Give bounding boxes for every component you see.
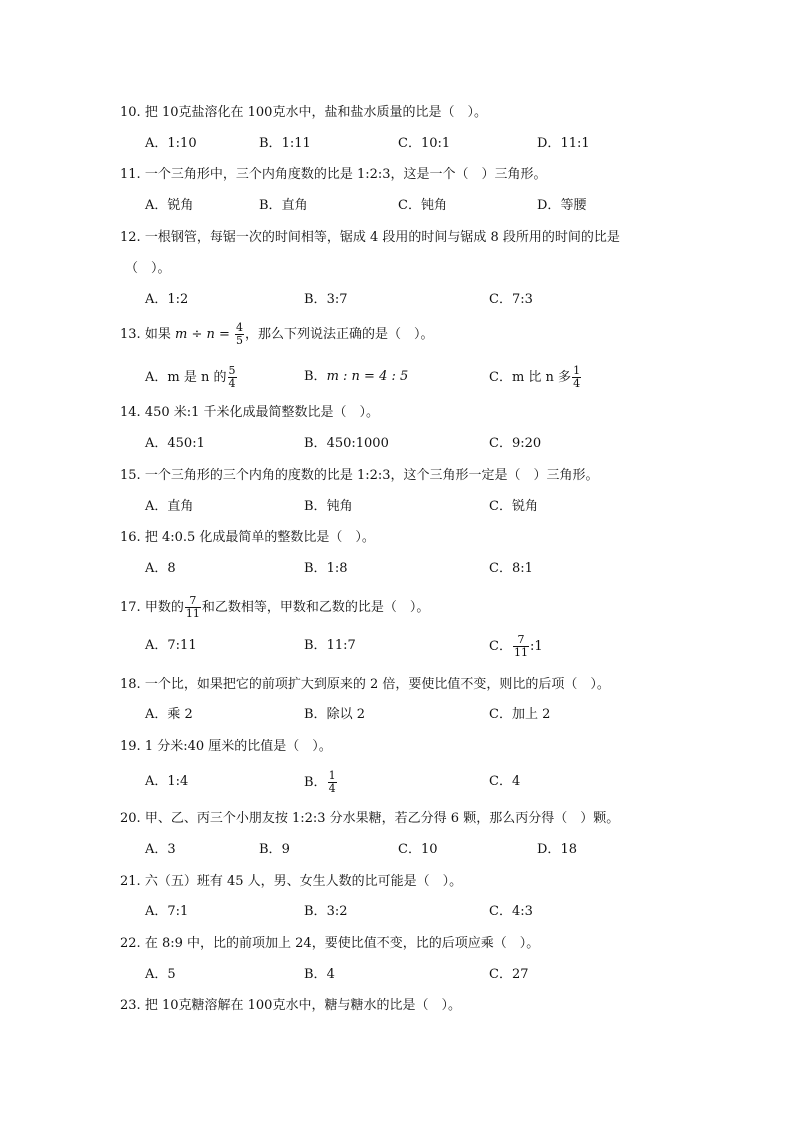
option-b[interactable]: B．除以 2	[304, 707, 365, 722]
option-c[interactable]: C．27	[489, 967, 529, 982]
question-10	[120, 103, 487, 123]
option-b[interactable]: B．钝角	[304, 499, 353, 514]
question-22	[120, 934, 539, 954]
option-c[interactable]: C．锐角	[489, 499, 538, 514]
question-stem: 在 8:9 中，比的前项加上 24，要使比值不变，比的后项应乘（ ）。	[144, 936, 540, 951]
question-number: 15.	[120, 468, 141, 483]
question-11	[120, 165, 547, 185]
question-19	[120, 737, 332, 757]
question-number: 14.	[120, 405, 141, 420]
question-23	[120, 996, 461, 1016]
question-stem-continued: （ ）。	[125, 261, 171, 276]
option-b[interactable]: B．450:1000	[304, 436, 389, 451]
question-number: 10.	[120, 105, 141, 120]
question-18	[120, 675, 610, 695]
question-stem: 把 10克糖溶解在 100克水中，糖与糖水的比是（ ）。	[144, 998, 461, 1013]
fraction: $\frac{1}{4}$	[573, 364, 581, 390]
fraction: $\frac{7}{11}$	[513, 633, 528, 659]
question-number: 21.	[120, 874, 141, 889]
question-number: 23.	[120, 998, 141, 1013]
question-number: 18.	[120, 677, 141, 692]
question-14	[120, 403, 379, 423]
question-17: 17. 甲数的 $\frac{7}{11}$ 和乙数相等，甲数和乙数的比是（ ）。	[120, 594, 430, 620]
option-b[interactable]: B．1:11	[259, 136, 311, 151]
question-21	[120, 872, 462, 892]
question-stem: 把 4:0.5 化成最简单的整数比是（ ）。	[144, 530, 375, 545]
question-12	[120, 228, 620, 248]
option-c[interactable]: C．8:1	[489, 561, 533, 576]
option-b[interactable]: B．11:7	[304, 638, 356, 653]
option-a[interactable]: A．直角	[145, 499, 194, 514]
option-a[interactable]: A．450:1	[145, 436, 205, 451]
question-number: 20.	[120, 811, 141, 826]
option-b[interactable]: B．1:8	[304, 561, 348, 576]
fraction: $\frac{1}{4}$	[328, 769, 336, 795]
question-stem: 一根钢管，每锯一次的时间相等，锯成 4 段用的时间与锯成 8 段所用的时间的比是	[144, 230, 620, 245]
question-15	[120, 466, 599, 486]
option-b[interactable]: B． $\frac{1}{4}$	[304, 769, 336, 795]
option-a[interactable]: A．1:10	[145, 136, 197, 151]
option-a[interactable]: A．m 是 n 的 $\frac{5}{4}$	[145, 364, 236, 390]
question-number: 19.	[120, 739, 141, 754]
question-number: 11.	[120, 167, 141, 182]
option-c[interactable]: C．加上 2	[489, 707, 551, 722]
question-stem: 450 米:1 千米化成最简整数比是（ ）。	[144, 405, 380, 420]
option-a[interactable]: A．1:2	[145, 292, 189, 307]
option-c[interactable]: C．钝角	[398, 198, 447, 213]
question-stem: 六（五）班有 45 人，男、女生人数的比可能是（ ）。	[144, 874, 463, 889]
option-d[interactable]: D．等腰	[537, 198, 587, 213]
option-c[interactable]: C．10	[398, 842, 438, 857]
question-number: 16.	[120, 530, 141, 545]
question-stem: 1 分米:40 厘米的比值是（ ）。	[144, 739, 332, 754]
fraction: $\frac{4}{5}$	[236, 321, 244, 347]
option-b[interactable]: B．3:2	[304, 904, 348, 919]
option-c[interactable]: C．4:3	[489, 904, 533, 919]
option-b[interactable]: B．9	[259, 842, 290, 857]
option-c[interactable]: C．7:3	[489, 292, 533, 307]
fraction: $\frac{7}{11}$	[185, 594, 200, 620]
question-stem: 甲、乙、丙三个小朋友按 1:2:3 分水果糖，若乙分得 6 颗，那么丙分得（ ）颗。	[144, 811, 620, 826]
option-a[interactable]: A．乘 2	[145, 707, 193, 722]
question-16	[120, 528, 375, 548]
option-b[interactable]: B．直角	[259, 198, 308, 213]
option-a[interactable]: A．锐角	[145, 198, 194, 213]
question-20	[120, 809, 619, 829]
question-stem: 一个三角形中，三个内角度数的比是 1:2:3，这是一个（ ）三角形。	[144, 167, 547, 182]
question-stem: 把 10克盐溶化在 100克水中，盐和盐水质量的比是（ ）。	[144, 105, 487, 120]
option-c[interactable]: C．9:20	[489, 436, 542, 451]
option-a[interactable]: A．7:1	[145, 904, 189, 919]
option-c[interactable]: C．10:1	[398, 136, 451, 151]
question-number: 22.	[120, 936, 141, 951]
fraction: $\frac{5}{4}$	[228, 364, 236, 390]
question-stem: 一个三角形的三个内角的度数的比是 1:2:3，这个三角形一定是（ ）三角形。	[144, 468, 599, 483]
option-a[interactable]: A．7:11	[145, 638, 197, 653]
question-stem: 一个比，如果把它的前项扩大到原来的 2 倍，要使比值不变，则比的后项（ ）。	[144, 677, 610, 692]
math-expression: m ÷ n =	[174, 327, 230, 342]
question-13: 13. 如果 m ÷ n = $\frac{4}{5}$ ，那么下列说法正确的是（ ）。	[120, 321, 434, 347]
option-a[interactable]: A．1:4	[145, 774, 189, 789]
option-b[interactable]: B．3:7	[304, 292, 348, 307]
option-c[interactable]: C．m 比 n 多 $\frac{1}{4}$	[489, 364, 581, 390]
question-number: 17.	[120, 600, 141, 615]
option-d[interactable]: D．11:1	[537, 136, 590, 151]
question-number: 12.	[120, 230, 141, 245]
option-c[interactable]: C．4	[489, 774, 521, 789]
option-c[interactable]: C． $\frac{7}{11}$ :1	[489, 633, 543, 659]
option-b[interactable]: B．m : n = 4 : 5	[304, 369, 409, 384]
option-a[interactable]: A．8	[145, 561, 176, 576]
question-number: 13.	[120, 327, 141, 342]
option-a[interactable]: A．5	[145, 967, 176, 982]
option-b[interactable]: B．4	[304, 967, 335, 982]
option-a[interactable]: A．3	[145, 842, 176, 857]
option-d[interactable]: D．18	[537, 842, 577, 857]
